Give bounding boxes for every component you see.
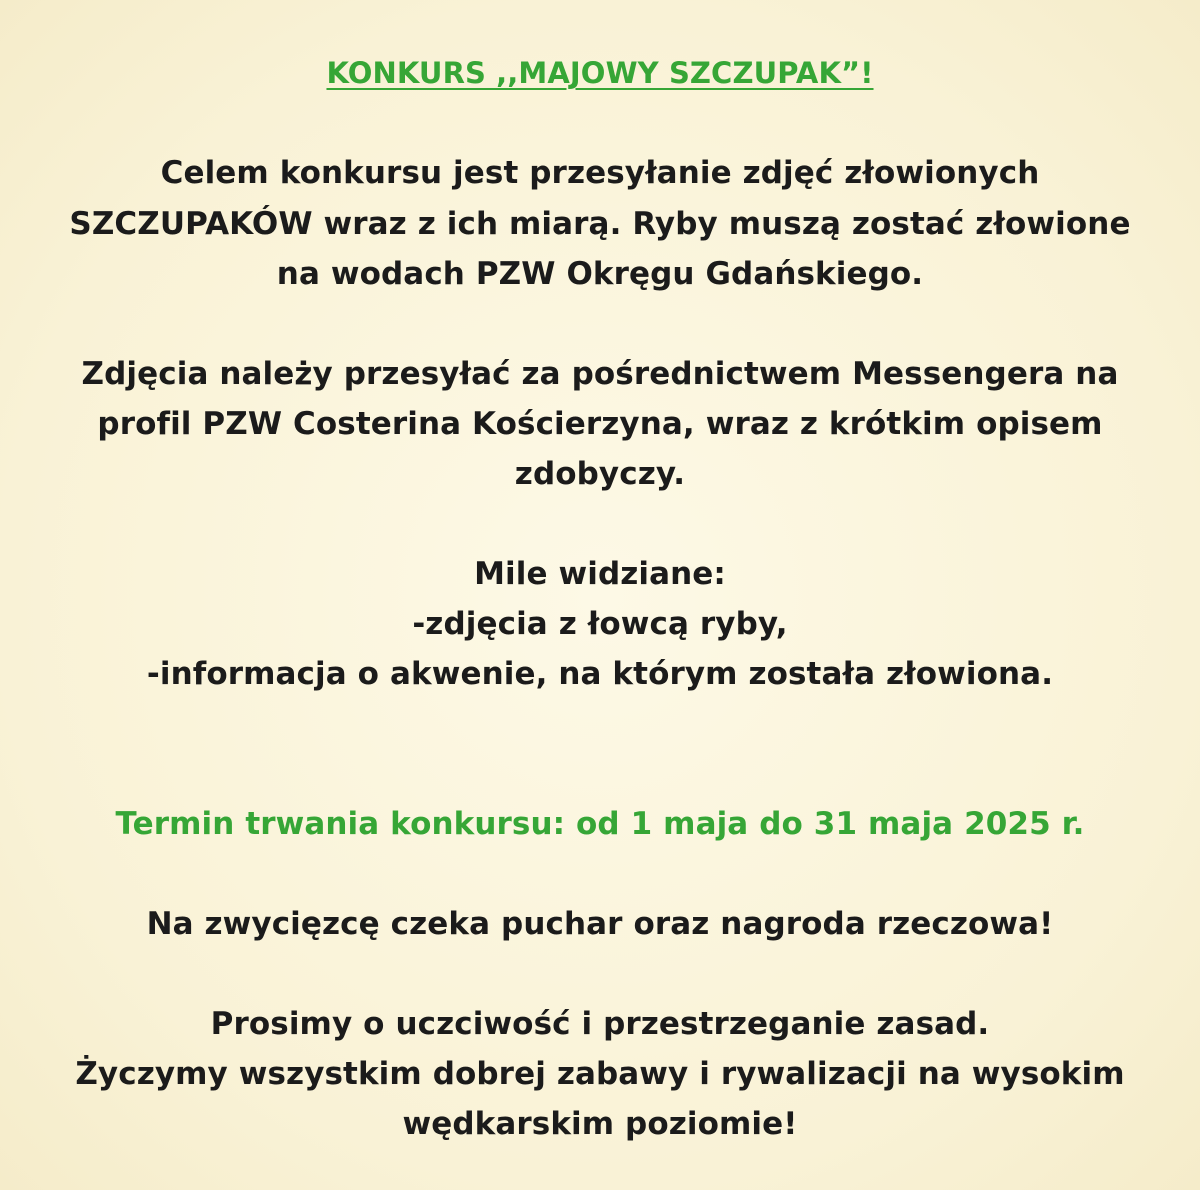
submission-line-1: Zdjęcia należy przesyłać za pośrednictwem Messengera na <box>81 356 1119 392</box>
welcome-item-1: -zdjęcia z łowcą ryby, <box>412 606 788 642</box>
submission-line-2: profil PZW Costerina Kościerzyna, wraz z krótkim opisem <box>97 406 1103 442</box>
duration-text: Termin trwania konkursu: od 1 maja do 31 maja 2025 r. <box>115 806 1085 842</box>
contest-title: KONKURS ,,MAJOWY SZCZUPAK”! <box>326 56 874 90</box>
goal-line-1: Celem konkursu jest przesyłanie zdjęć złowionych <box>160 155 1040 191</box>
goal-line-3: na wodach PZW Okręgu Gdańskiego. <box>276 256 924 292</box>
welcome-heading: Mile widziane: <box>474 556 726 592</box>
closing-line-2: Życzymy wszystkim dobrej zabawy i rywalizacji na wysokim <box>75 1056 1125 1092</box>
prize-text: Na zwycięzcę czeka puchar oraz nagroda rzeczowa! <box>146 906 1054 942</box>
submission-line-3: zdobyczy. <box>514 456 686 492</box>
goal-line-2: SZCZUPAKÓW wraz z ich miarą. Ryby muszą zostać złowione <box>69 206 1131 242</box>
closing-line-3: wędkarskim poziomie! <box>402 1106 798 1142</box>
welcome-item-2: -informacja o akwenie, na którym została złowiona. <box>146 656 1054 692</box>
closing-line-1: Prosimy o uczciwość i przestrzeganie zasad. <box>210 1006 990 1042</box>
